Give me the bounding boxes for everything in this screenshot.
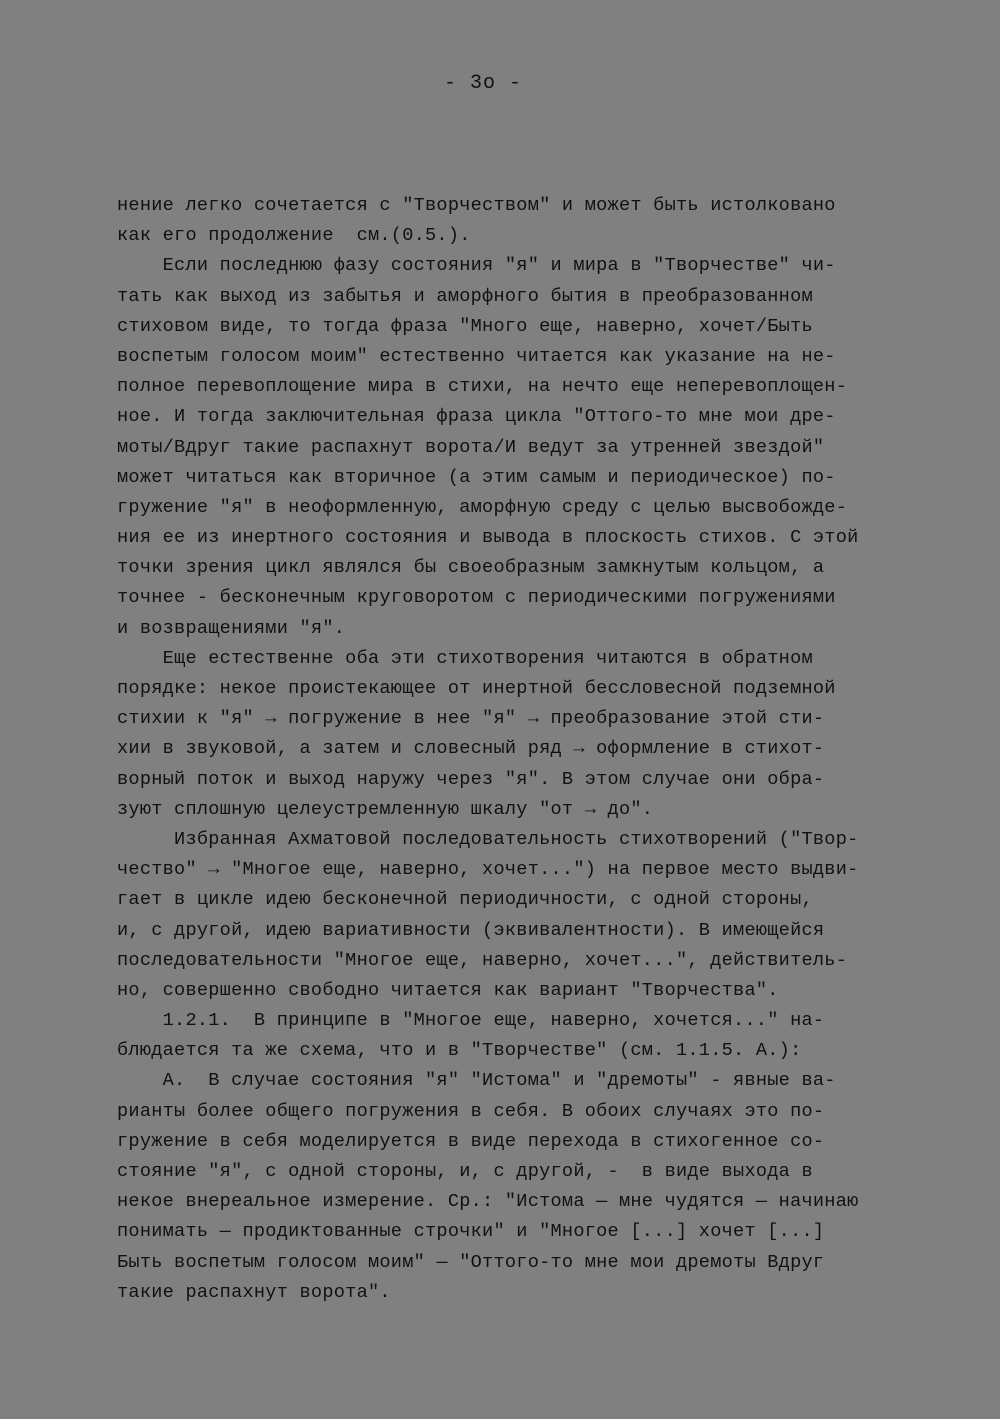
text-line: такие распахнут ворота". xyxy=(117,1281,391,1303)
text-line: полное перевоплощение мира в стихи, на нечто еще неперевоплощен- xyxy=(117,376,848,398)
text-line: гает в цикле идею бесконечной периодичности, с одной стороны, xyxy=(117,889,813,911)
text-line: стиховом виде, то тогда фраза "Много еще, наверно, хочет/Быть xyxy=(117,315,813,337)
text-line: и, с другой, идею вариативности (эквивалентности). В имеющейся xyxy=(117,919,825,941)
text-line: Еще естественне оба эти стихотворения читаются в обратном xyxy=(117,647,813,669)
text-line: и возвращениями "я". xyxy=(117,617,346,639)
text-line: Быть воспетым голосом моим" — "Оттого-то мне мои дремоты Вдруг xyxy=(117,1251,825,1273)
text-line: стихии к "я" → погружение в нее "я" → преобразование этой сти- xyxy=(117,708,825,730)
text-line: блюдается та же схема, что и в "Творчестве" (см. 1.1.5. А.): xyxy=(117,1040,802,1062)
text-line: стояние "я", с одной стороны, и, с другой, - в виде выхода в xyxy=(117,1161,813,1182)
text-line: рианты более общего погружения в себя. В обоих случаях это по- xyxy=(117,1100,825,1122)
text-line: ния ее из инертного состояния и вывода в плоскость стихов. С этой xyxy=(117,527,859,549)
text-line: Избранная Ахматовой последовательность стихотворений ("Твор- xyxy=(117,828,859,850)
text-line: точнее - бесконечным круговоротом с периодическими погружениями xyxy=(117,587,836,609)
text-line: моты/Вдруг такие распахнут ворота/И ведут за утренней звездой" xyxy=(117,436,825,458)
text-line: гружение "я" в неоформленную, аморфную среду с целью высвобожде- xyxy=(117,496,848,518)
text-line: тать как выход из забытья и аморфного бытия в преобразованном xyxy=(117,285,813,307)
text-line: некое внереальное измерение. Ср.: "Истома — мне чудятся — начинаю xyxy=(117,1191,859,1213)
text-line: ное. И тогда заключительная фраза цикла "Оттого-то мне мои дре- xyxy=(117,406,836,428)
text-line: гружение в себя моделируется в виде перехода в стихогенное со- xyxy=(117,1130,825,1152)
text-line: точки зрения цикл являлся бы своеобразным замкнутым кольцом, а xyxy=(117,557,825,579)
text-line: Если последнюю фазу состояния "я" и мира в "Творчестве" чи- xyxy=(117,255,836,277)
text-line: понимать — продиктованные строчки" и "Многое [...] хочет [...] xyxy=(117,1221,825,1243)
body-text xyxy=(117,191,917,1308)
text-line: ворный поток и выход наружу через "я". В этом случае они обра- xyxy=(117,768,825,790)
page-number: - 3о - xyxy=(443,72,522,95)
text-line: А. В случае состояния "я" "Истома" и "дремоты" - явные ва- xyxy=(117,1070,836,1092)
text-line: 1.2.1. В принципе в "Многое еще, наверно, хочется..." на- xyxy=(117,1010,825,1032)
text-line: может читаться как вторичное (а этим самым и периодическое) по- xyxy=(117,466,836,488)
text-line: чество" → "Многое еще, наверно, хочет...") на первое место выдви- xyxy=(117,859,859,881)
text-line: хии в звуковой, а затем и словесный ряд → оформление в стихот- xyxy=(117,738,825,760)
text-line: зуют сплошную целеустремленную шкалу "от → до". xyxy=(117,798,654,820)
text-line: порядке: некое проистекающее от инертной бессловесной подземной xyxy=(117,678,836,699)
text-line: как его продолжение см.(0.5.). xyxy=(117,225,471,247)
text-line: нение легко сочетается с "Творчеством" и может быть истолковано xyxy=(117,195,836,216)
text-line: последовательности "Многое еще, наверно, хочет...", действитель- xyxy=(117,949,848,971)
text-line: но, совершенно свободно читается как вариант "Творчества". xyxy=(117,979,779,1001)
text-line: воспетым голосом моим" естественно читается как указание на не- xyxy=(117,345,836,367)
